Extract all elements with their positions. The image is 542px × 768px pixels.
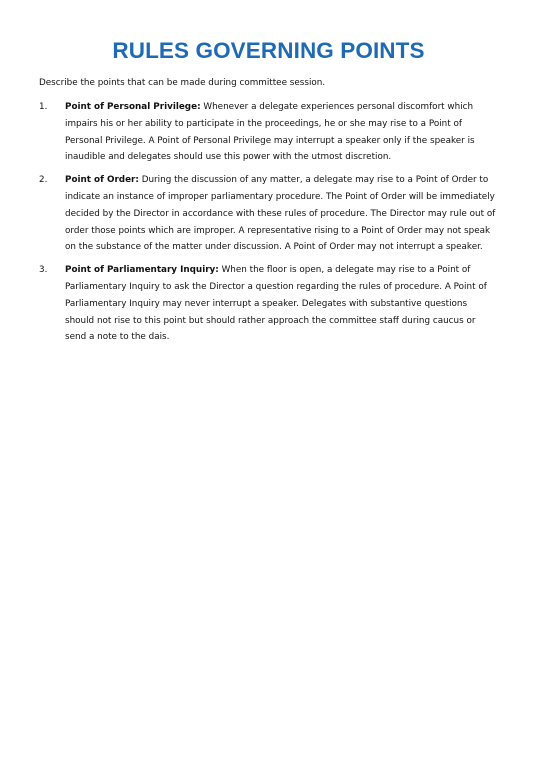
rule-item-parliamentary-inquiry [39,262,498,346]
intro-text: Describe the points that can be made during committee session. [39,78,326,88]
rules-list [39,99,498,346]
rule-number: 1. [39,102,48,112]
rule-term: Point of Order: [65,175,139,186]
rule-body [65,99,498,166]
rule-number: 3. [39,265,48,276]
rule-item-point-of-order [39,172,498,256]
rule-item-personal-privilege [39,99,498,166]
rule-text: During the discussion of any matter, a delegate may rise to a Point of Order to indicate an instance of improper parliamentary procedure. The Point of Order will be immediately decided by the Director in accordance with these rules of procedure. The Director may rule out of order those points which are improper. A representative rising to a Point of Order may not speak on the substance of the matter under discussion. A Point of Order may not interrupt a speaker. [65,175,496,253]
rule-text: When the floor is open, a delegate may rise to a Point of Parliamentary Inquiry to ask the Director a question regarding the rules of procedure. A Point of Parliamentary Inquiry may never interrupt a speaker. Delegates with substantive questions should not rise to this point but should rather approach the committee staff during caucus or send a note to the dais. [65,265,487,343]
rule-term: Point of Personal Privilege: [65,102,201,112]
page-title: RULES GOVERNING POINTS [112,38,425,63]
rule-term: Point of Parliamentary Inquiry: [65,265,219,276]
rule-number: 2. [39,175,48,186]
rule-text: Whenever a delegate experiences personal discomfort which impairs his or her ability to participate in the proceedings, he or she may rise to a Point of Personal Privilege. A Point of Personal Privilege may interrupt a speaker only if the speaker is inaudible and delegates should use this power with the utmost discretion. [65,102,475,163]
rule-body [65,172,498,256]
rule-body [65,262,498,346]
